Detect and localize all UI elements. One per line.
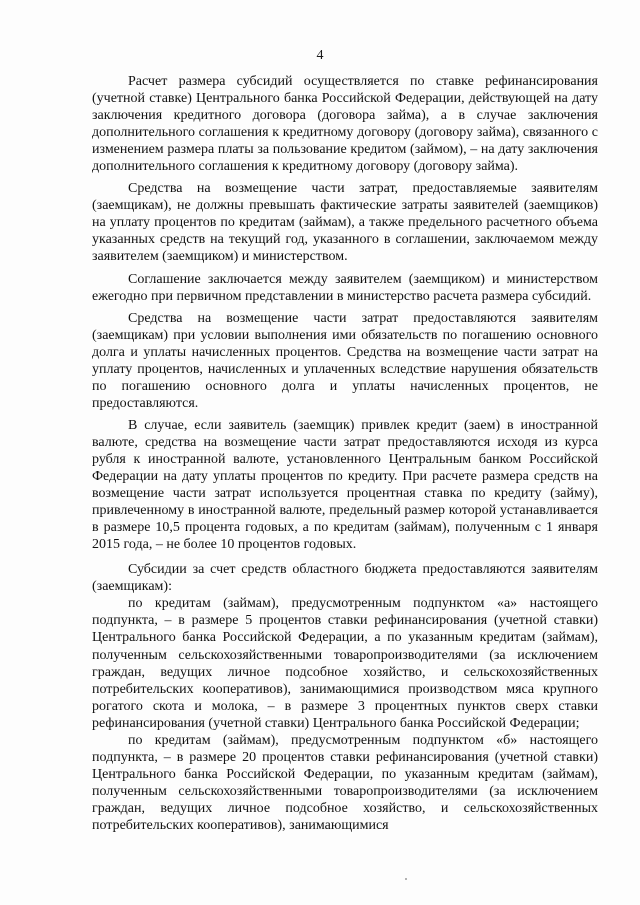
- page-number: 4: [316, 48, 324, 63]
- paragraph-conditions: Средства на возмещение части затрат предоставляются заявителям (заемщикам) при условии выполнения ими обязательств по погашению основного долга и уплаты начисленных процентов. Средства на возмещение части затрат на уплату процентов, начисленных и уплаченных вследствие нарушения обязательств по погашению основного долга и уплаты начисленных процентов, не предоставляются.: [92, 310, 598, 411]
- paragraph-foreign-currency: В случае, если заявитель (заемщик) привлек кредит (заем) в иностранной валюте, средства на возмещение части затрат предоставляются исходя из курса рубля к иностранной валюте, установленного Центральным банком Российской Федерации на дату уплаты процентов по кредиту. При расчете размера средств на возмещение части затрат используется процентная ставка по кредиту (займу), привлеченному в иностранной валюте, предельный размер которой устанавливается в размере 10,5 процента годовых, а по кредитам (займам), полученным с 1 января 2015 года, – не более 10 процентов годовых.: [92, 417, 598, 553]
- paragraph-agreement: Соглашение заключается между заявителем (заемщиком) и министерством ежегодно при первичном представлении в министерство расчета размера субсидий.: [92, 271, 598, 304]
- paragraph-subsidy-calculation: Расчет размера субсидий осуществляется по ставке рефинансирования (учетной ставке) Центрального банка Российской Федерации, действующей на дату заключения кредитного договора (договора займа), а в случае заключения дополнительного соглашения к кредитному договору (договору займа), связанного с изменением размера платы за пользование кредитом (займом), – на дату заключения дополнительного соглашения к кредитному договору (договору займа).: [92, 74, 598, 175]
- paragraph-subpoint-b: по кредитам (займам), предусмотренным подпунктом «б» настоящего подпункта, – в размере 20 процентов ставки рефинансирования (учетной ставки) Центрального банка Российской Федерации, по указанным кредитам (займам), полученным сельскохозяйственными товаропроизводителями (за исключением граждан, ведущих личное подсобное хозяйство, и сельскохозяйственных потребительских кооперативов), занимающимися: [92, 732, 598, 833]
- paragraph-regional-budget: Субсидии за счет средств областного бюджета предоставляются заявителям (заемщикам):: [92, 562, 598, 595]
- scan-speck: [405, 878, 407, 880]
- body-text: [92, 73, 598, 834]
- paragraph-subpoint-a: по кредитам (займам), предусмотренным подпунктом «а» настоящего подпункта, – в размере 5 процентов ставки рефинансирования (учетной ставки) Центрального банка Российской Федерации, а по указанным кредитам (займам), полученным сельскохозяйственными товаропроизводителями (за исключением граждан, ведущих личное подсобное хозяйство, и сельскохозяйственных потребительских кооперативов), занимающимися производством мяса крупного рогатого скота и молока, – в размере 3 процентных пунктов сверх ставки рефинансирования (учетной ставки) Центрального банка Российской Федерации;: [92, 596, 598, 731]
- paragraph-cost-limit: Средства на возмещение части затрат, предоставляемые заявителям (заемщикам), не должны превышать фактические затраты заявителей (заемщиков) на уплату процентов по кредитам (займам), а также предельного расчетного объема указанных средств на текущий год, указанного в соглашении, заключаемом между заявителем (заемщиком) и министерством.: [92, 181, 598, 265]
